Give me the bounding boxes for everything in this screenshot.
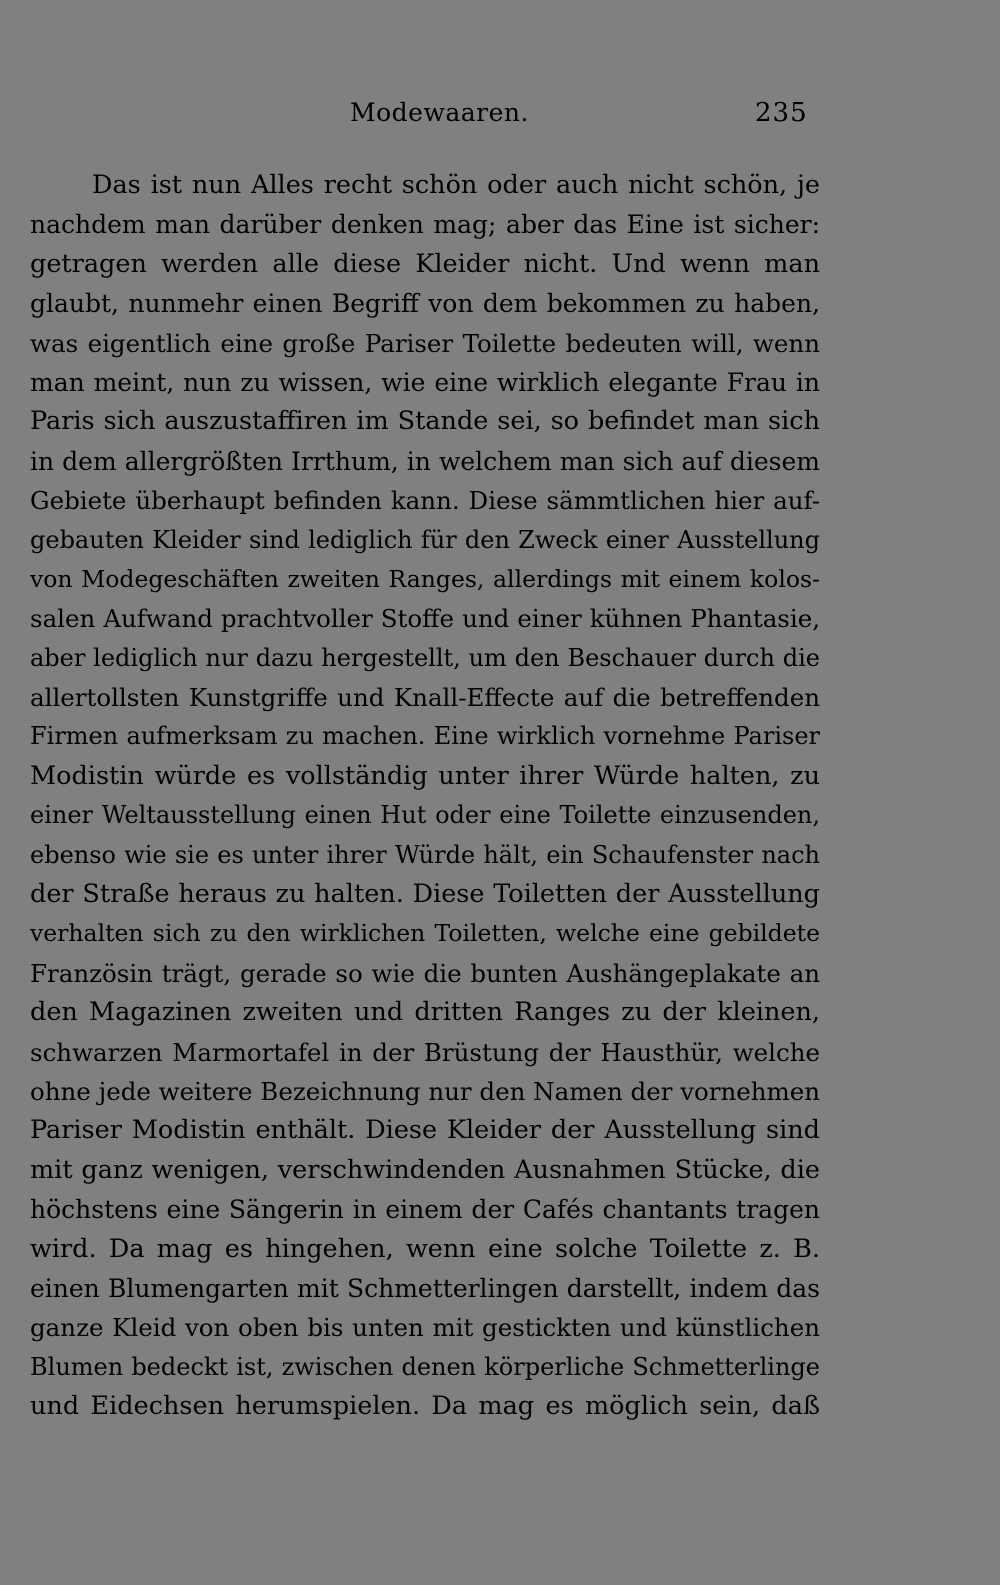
text-line: Paris sich auszustaffiren im Stande sei, so befindet man sich: [30, 406, 820, 437]
text-line: wird. Da mag es hingehen, wenn eine solche Toilette z. B.: [30, 1233, 820, 1264]
page-number: 235: [755, 98, 808, 128]
text-line: gebauten Kleider sind lediglich für den Zweck einer Ausstellung: [30, 525, 820, 554]
text-line: Gebiete überhaupt befinden kann. Diese sämmtlichen hier auf-: [30, 486, 820, 516]
text-line: Firmen aufmerksam zu machen. Eine wirklich vornehme Pariser: [30, 722, 820, 751]
text-line: verhalten sich zu den wirklichen Toiletten, welche eine gebildete: [30, 919, 820, 948]
text-line: Blumen bedeckt ist, zwischen denen körperliche Schmetterlinge: [30, 1352, 820, 1381]
text-line: Modistin würde es vollständig unter ihrer Würde halten, zu: [30, 760, 820, 791]
text-line: ebenso wie sie es unter ihrer Würde hält, ein Schaufenster nach: [30, 840, 820, 869]
text-line: in dem allergrößten Irrthum, in welchem man sich auf diesem: [30, 446, 820, 476]
text-line: ohne jede weitere Bezeichnung nur den Namen der vornehmen: [30, 1076, 820, 1106]
text-line: von Modegeschäften zweiten Ranges, allerdings mit einem kolos-: [30, 564, 820, 593]
text-line: höchstens eine Sängerin in einem der Cafés chantants tragen: [30, 1195, 820, 1225]
text-line: ganze Kleid von oben bis unten mit gestickten und künstlichen: [30, 1313, 820, 1343]
text-line: Pariser Modistin enthält. Diese Kleider der Ausstellung sind: [30, 1115, 820, 1146]
text-line: und Eidechsen herumspielen. Da mag es möglich sein, daß: [30, 1391, 820, 1422]
text-line: der Straße heraus zu halten. Diese Toiletten der Ausstellung: [30, 879, 820, 910]
text-line: den Magazinen zweiten und dritten Ranges zu der kleinen,: [30, 997, 820, 1028]
text-line: einer Weltausstellung einen Hut oder eine Toilette einzusenden,: [30, 801, 820, 830]
text-line: allertollsten Kunstgriffe und Knall-Effecte auf die betreffenden: [30, 683, 820, 713]
text-line: salen Aufwand prachtvoller Stoffe und einer kühnen Phantasie,: [30, 604, 820, 634]
text-line: getragen werden alle diese Kleider nicht. Und wenn man: [30, 248, 820, 279]
text-line: nachdem man darüber denken mag; aber das Eine ist sicher:: [30, 210, 820, 240]
text-line: was eigentlich eine große Pariser Toilette bedeuten will, wenn: [30, 328, 820, 358]
body-text: [30, 166, 820, 1427]
text-line: schwarzen Marmortafel in der Brüstung der Hausthür, welche: [30, 1037, 820, 1067]
text-line: man meint, nun zu wissen, wie eine wirklich elegante Frau in: [30, 367, 820, 397]
text-line: aber lediglich nur dazu hergestellt, um den Beschauer durch die: [30, 643, 820, 672]
text-line: Französin trägt, gerade so wie die bunten Aushängeplakate an: [30, 958, 820, 988]
text-line: glaubt, nunmehr einen Begriff von dem bekommen zu haben,: [30, 289, 820, 319]
text-line: einen Blumengarten mit Schmetterlingen darstellt, indem das: [30, 1273, 820, 1303]
running-head: Modewaaren.: [350, 98, 529, 127]
text-line: mit ganz wenigen, verschwindenden Ausnahmen Stücke, die: [30, 1154, 820, 1185]
text-line: Das ist nun Alles recht schön oder auch nicht schön, je: [92, 170, 820, 200]
